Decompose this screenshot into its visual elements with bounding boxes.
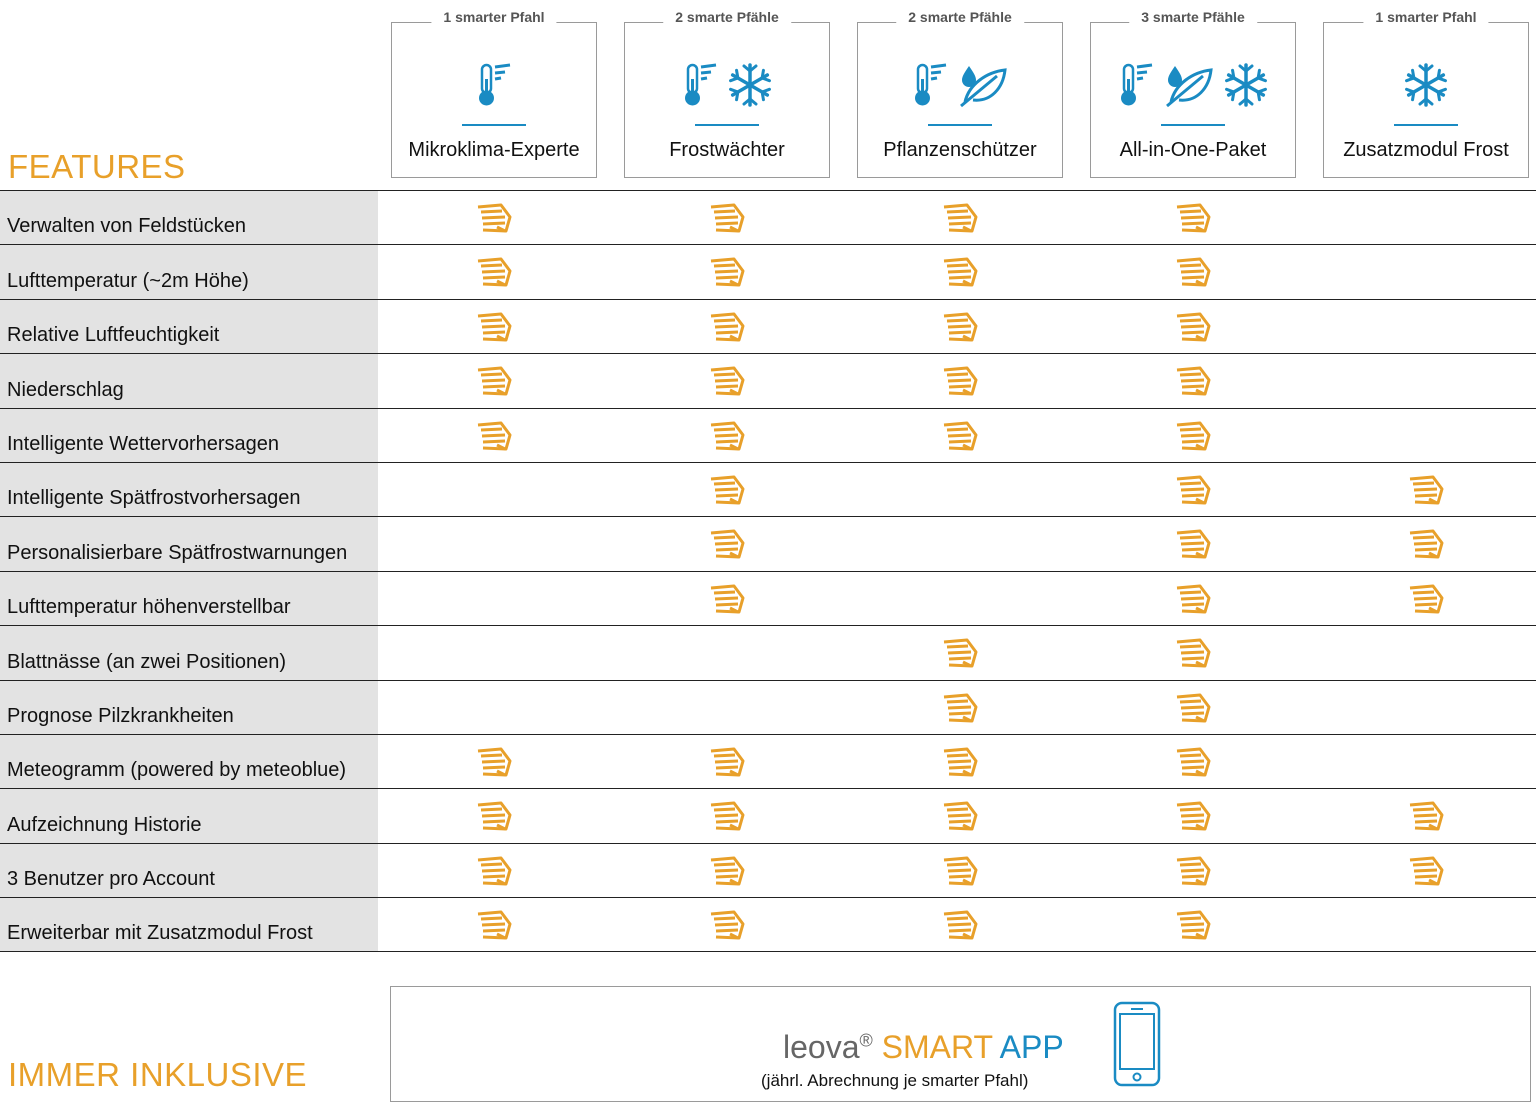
included-check-icon xyxy=(475,257,513,287)
plan-card xyxy=(391,9,597,178)
feature-label: Niederschlag xyxy=(7,378,124,401)
feature-row xyxy=(0,245,1536,299)
feature-label-cell xyxy=(0,300,378,353)
included-check-icon xyxy=(1174,529,1212,559)
feature-row xyxy=(0,517,1536,571)
feature-label: Prognose Pilzkrankheiten xyxy=(7,704,234,727)
included-check-icon xyxy=(1407,475,1445,505)
snowflake-icon xyxy=(727,62,773,108)
included-check-icon xyxy=(708,529,746,559)
feature-row xyxy=(0,300,1536,354)
app-subtitle: (jährl. Abrechnung je smarter Pfahl) xyxy=(761,1071,1029,1090)
included-check-icon xyxy=(1174,366,1212,396)
included-check-icon xyxy=(941,638,979,668)
included-check-icon xyxy=(708,856,746,886)
feature-label-cell xyxy=(0,844,378,897)
included-check-icon xyxy=(475,203,513,233)
included-check-icon xyxy=(1174,693,1212,723)
plan-divider xyxy=(1161,124,1225,126)
included-check-icon xyxy=(475,856,513,886)
included-check-icon xyxy=(708,584,746,614)
feature-label: Personalisierbare Spätfrostwarnungen xyxy=(7,541,348,564)
feature-label-cell xyxy=(0,898,378,951)
leaf-drop-icon xyxy=(1163,62,1215,108)
feature-row xyxy=(0,844,1536,898)
feature-label-cell xyxy=(0,626,378,679)
included-check-icon xyxy=(941,856,979,886)
thermometer-icon xyxy=(475,61,513,109)
included-check-icon xyxy=(1174,203,1212,233)
plan-stake-count: 2 smarte Pfähle xyxy=(896,9,1024,25)
feature-row xyxy=(0,463,1536,517)
included-check-icon xyxy=(1174,312,1212,342)
included-check-icon xyxy=(1174,475,1212,505)
included-check-icon xyxy=(708,366,746,396)
feature-row xyxy=(0,409,1536,463)
plan-card xyxy=(1090,9,1296,178)
included-check-icon xyxy=(1174,584,1212,614)
included-check-icon xyxy=(475,801,513,831)
feature-row xyxy=(0,626,1536,680)
feature-label: Aufzeichnung Historie xyxy=(7,813,202,836)
included-check-icon xyxy=(1407,584,1445,614)
included-check-icon xyxy=(708,910,746,940)
included-check-icon xyxy=(1174,638,1212,668)
included-check-icon xyxy=(1407,856,1445,886)
feature-label: Meteogramm (powered by meteoblue) xyxy=(7,759,347,782)
included-check-icon xyxy=(941,747,979,777)
included-check-icon xyxy=(941,693,979,723)
feature-table xyxy=(0,190,1536,952)
included-check-icon xyxy=(941,366,979,396)
plan-stake-count: 2 smarte Pfähle xyxy=(663,9,791,25)
feature-row xyxy=(0,898,1536,952)
feature-label-cell xyxy=(0,789,378,842)
app-app-word: APP xyxy=(999,1029,1064,1065)
included-check-icon xyxy=(708,421,746,451)
app-title xyxy=(783,1029,1064,1066)
feature-label: Verwalten von Feldstücken xyxy=(7,215,247,238)
included-check-icon xyxy=(1174,257,1212,287)
included-check-icon xyxy=(708,257,746,287)
included-check-icon xyxy=(708,475,746,505)
included-check-icon xyxy=(708,747,746,777)
plan-stake-count: 3 smarte Pfähle xyxy=(1129,9,1257,25)
plan-stake-count: 1 smarter Pfahl xyxy=(1363,9,1488,25)
included-check-icon xyxy=(1174,421,1212,451)
plan-stake-count: 1 smarter Pfahl xyxy=(431,9,556,25)
feature-label: Intelligente Spätfrostvorhersagen xyxy=(7,487,301,510)
included-check-icon xyxy=(1174,910,1212,940)
included-check-icon xyxy=(475,421,513,451)
thermometer-icon xyxy=(1117,61,1155,109)
plan-card xyxy=(624,9,830,178)
smart-app-box xyxy=(390,986,1531,1102)
plan-divider xyxy=(1394,124,1458,126)
included-check-icon xyxy=(708,203,746,233)
plan-divider xyxy=(695,124,759,126)
included-check-icon xyxy=(1174,856,1212,886)
feature-label-cell xyxy=(0,245,378,298)
included-check-icon xyxy=(475,312,513,342)
feature-row xyxy=(0,572,1536,626)
thermometer-icon xyxy=(911,61,949,109)
app-smart-word: SMART xyxy=(881,1029,993,1065)
immer-inklusive-heading: IMMER INKLUSIVE xyxy=(8,1056,308,1093)
included-check-icon xyxy=(941,801,979,831)
feature-label-cell xyxy=(0,354,378,407)
included-check-icon xyxy=(941,257,979,287)
included-check-icon xyxy=(941,910,979,940)
included-check-icon xyxy=(475,910,513,940)
included-check-icon xyxy=(475,366,513,396)
feature-label-cell xyxy=(0,681,378,734)
snowflake-icon xyxy=(1403,62,1449,108)
included-check-icon xyxy=(941,203,979,233)
plan-card xyxy=(857,9,1063,178)
included-check-icon xyxy=(941,312,979,342)
included-check-icon xyxy=(1407,801,1445,831)
feature-row xyxy=(0,681,1536,735)
plan-icons xyxy=(1091,59,1295,111)
feature-label: Lufttemperatur (~2m Höhe) xyxy=(7,269,249,292)
feature-label-cell xyxy=(0,463,378,516)
included-check-icon xyxy=(708,312,746,342)
included-check-icon xyxy=(941,421,979,451)
feature-row xyxy=(0,354,1536,408)
included-check-icon xyxy=(1174,801,1212,831)
feature-label-cell xyxy=(0,735,378,788)
included-check-icon xyxy=(475,747,513,777)
plan-icons xyxy=(625,59,829,111)
plan-name: Mikroklima-Experte xyxy=(408,139,580,161)
feature-label-cell xyxy=(0,191,378,244)
feature-label: Blattnässe (an zwei Positionen) xyxy=(7,650,287,673)
feature-row xyxy=(0,789,1536,843)
included-check-icon xyxy=(708,801,746,831)
feature-row xyxy=(0,191,1536,245)
feature-label: 3 Benutzer pro Account xyxy=(7,868,215,891)
feature-label-cell xyxy=(0,572,378,625)
app-brand: leova xyxy=(783,1029,860,1065)
plan-name: Pflanzenschützer xyxy=(883,139,1037,161)
feature-label: Relative Luftfeuchtigkeit xyxy=(7,324,220,347)
plan-name: Zusatzmodul Frost xyxy=(1343,139,1509,161)
included-check-icon xyxy=(1174,747,1212,777)
plan-name: All-in-One-Paket xyxy=(1119,139,1267,161)
leaf-drop-icon xyxy=(957,62,1009,108)
feature-label-cell xyxy=(0,517,378,570)
plan-name: Frostwächter xyxy=(669,139,785,161)
smartphone-icon xyxy=(1113,1001,1161,1087)
thermometer-icon xyxy=(681,61,719,109)
plan-icons xyxy=(1324,59,1528,111)
feature-row xyxy=(0,735,1536,789)
plan-icons xyxy=(392,59,596,111)
registered-mark: ® xyxy=(859,1030,873,1051)
plan-card xyxy=(1323,9,1529,178)
included-check-icon xyxy=(1407,529,1445,559)
features-heading: FEATURES xyxy=(8,148,186,185)
plan-divider xyxy=(928,124,992,126)
feature-label: Lufttemperatur höhenverstellbar xyxy=(7,596,291,619)
feature-label: Intelligente Wettervorhersagen xyxy=(7,432,280,455)
plan-icons xyxy=(858,59,1062,111)
feature-label-cell xyxy=(0,409,378,462)
plan-divider xyxy=(462,124,526,126)
snowflake-icon xyxy=(1223,62,1269,108)
feature-label: Erweiterbar mit Zusatzmodul Frost xyxy=(7,922,313,945)
